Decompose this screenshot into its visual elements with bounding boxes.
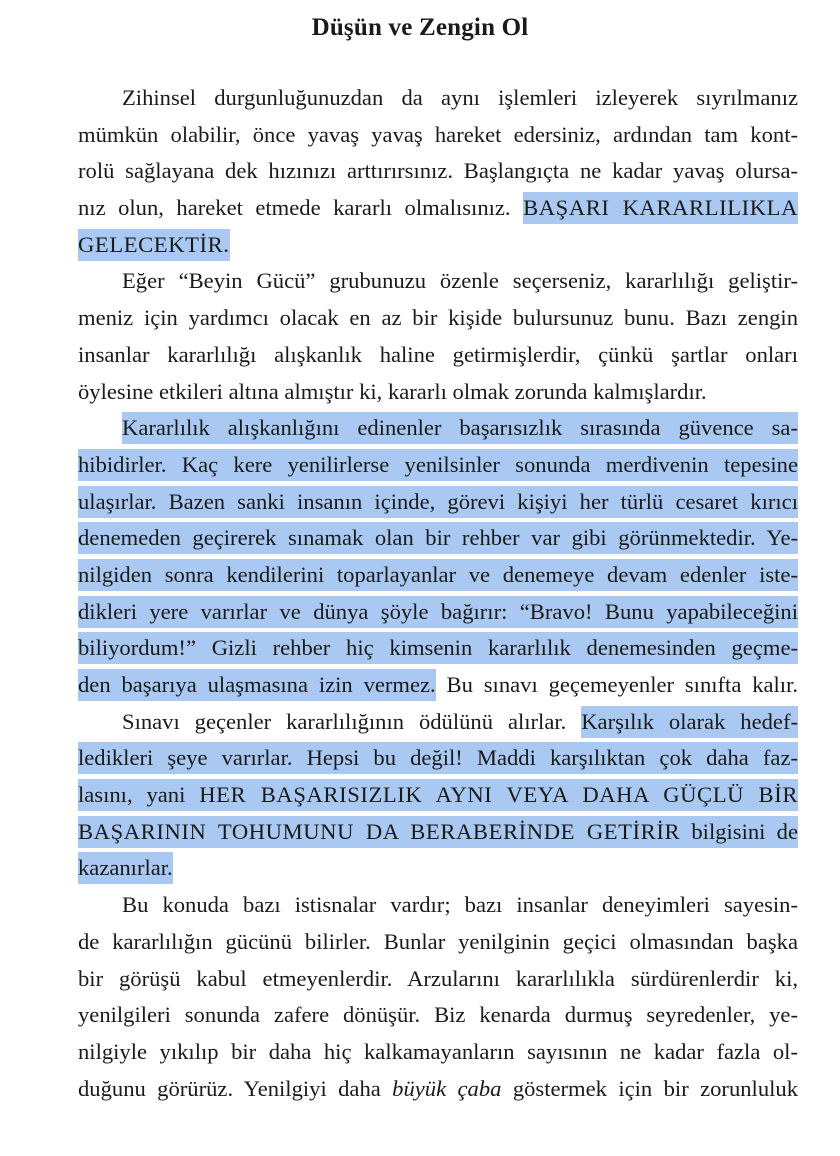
highlighted-text: Kararlılık alışkanlığını edinenler başarısızlık sırasında güvence sa- bbox=[122, 412, 798, 444]
text-segment: Bu sınavı geçemeyenler sınıfta kalır. bbox=[435, 672, 799, 697]
text-segment: insanlar kararlılığı alışkanlık haline getirmişlerdir, çünkü şartlar onları bbox=[78, 341, 798, 367]
text-line bbox=[78, 667, 798, 704]
highlighted-text: Karşılık olarak hedef- bbox=[581, 706, 798, 738]
text-segment: nız olun, hareket etmede kararlı olmalısınız. bbox=[78, 195, 524, 221]
highlighted-text: nilgiden sonra kendilerini toparlayanlar ve denemeye devam edenler iste- bbox=[78, 559, 798, 591]
highlighted-text: ulaşırlar. Bazen sanki insanın içinde, görevi kişiyi her türlü cesaret kırıcı bbox=[78, 486, 798, 518]
highlighted-text: BAŞARI KARARLILIKLA bbox=[523, 192, 798, 224]
text-line bbox=[78, 263, 798, 300]
highlighted-text: biliyordum!” Gizli rehber hiç kimsenin kararlılık denemesinden geçme- bbox=[78, 632, 798, 664]
highlighted-text: BAŞARININ TOHUMUNU DA BERABERİNDE GETİRİR bbox=[78, 816, 680, 848]
text-line bbox=[78, 1034, 798, 1071]
text-line bbox=[78, 447, 798, 484]
text-line bbox=[78, 740, 798, 777]
text-segment: rolü sağlayana dek hızınızı arttırırsınız. Başlangıçta ne kadar yavaş olursa- bbox=[78, 158, 798, 184]
text-segment: duğunu görürüz. Yenilgiyi daha bbox=[78, 1075, 393, 1101]
highlighted-text: ledikleri şeye varırlar. Hepsi bu değil! Maddi karşılıktan çok daha faz- bbox=[78, 742, 798, 774]
text-segment: Sınavı geçenler kararlılığının ödülünü alırlar. bbox=[122, 708, 582, 734]
text-line bbox=[78, 704, 798, 741]
text-line bbox=[78, 630, 798, 667]
italic-text: büyük çaba bbox=[392, 1075, 502, 1101]
text-segment: göstermek için bir zorunluluk bbox=[501, 1075, 798, 1101]
text-line bbox=[78, 961, 798, 998]
highlighted-text: kazanırlar. bbox=[78, 852, 173, 884]
text-segment: öylesine etkileri altına almıştır ki, kararlı olmak zorunda kalmışlardır. bbox=[78, 378, 707, 404]
text-line bbox=[78, 520, 798, 557]
text-line bbox=[78, 300, 798, 337]
book-text-body bbox=[78, 80, 798, 1107]
text-line bbox=[78, 924, 798, 961]
highlighted-text: dikleri yere varırlar ve dünya şöyle bağırır: “Bravo! Bunu yapabileceğini bbox=[78, 596, 798, 628]
text-segment: mümkün olabilir, önce yavaş yavaş hareket edersiniz, ardından tam kont- bbox=[78, 121, 798, 147]
text-segment: bir görüşü kabul etmeyenlerdir. Arzularını kararlılıkla sürdürenlerdir ki, bbox=[78, 965, 798, 991]
text-line bbox=[78, 850, 798, 887]
text-line bbox=[78, 997, 798, 1034]
text-segment: Bu konuda bazı istisnalar vardır; bazı insanlar deneyimleri sayesin- bbox=[122, 892, 798, 918]
text-segment: yenilgileri sonunda zafere dönüşür. Biz kenarda durmuş seyredenler, ye- bbox=[78, 1002, 798, 1028]
highlighted-text: hibidirler. Kaç kere yenilirlerse yenilsinler sonunda merdivenin tepesine bbox=[78, 449, 798, 481]
text-line bbox=[78, 80, 798, 117]
text-line bbox=[78, 227, 798, 264]
text-line bbox=[78, 337, 798, 374]
text-line bbox=[78, 117, 798, 154]
highlighted-text: lasını, yani bbox=[78, 779, 199, 811]
text-line bbox=[78, 190, 798, 227]
text-line bbox=[78, 887, 798, 924]
text-segment: de kararlılığın gücünü bilirler. Bunlar yenilginin geçici olmasından başka bbox=[78, 928, 798, 954]
page-title: Düşün ve Zengin Ol bbox=[311, 14, 529, 41]
highlighted-text: bilgisini de bbox=[680, 816, 798, 848]
text-line bbox=[78, 374, 798, 411]
text-line bbox=[78, 777, 798, 814]
text-segment: meniz için yardımcı olacak en az bir kişide bulursunuz bunu. Bazı zengin bbox=[78, 305, 798, 331]
text-line bbox=[78, 484, 798, 521]
text-line bbox=[78, 1071, 798, 1108]
text-line bbox=[78, 410, 798, 447]
text-line bbox=[78, 153, 798, 190]
text-segment: Eğer “Beyin Gücü” grubunuzu özenle seçerseniz, kararlılığı geliştir- bbox=[122, 268, 798, 294]
text-segment: nilgiyle yıkılıp bir daha hiç kalkamayanların sayısının ne kadar fazla ol- bbox=[78, 1038, 798, 1064]
highlighted-text: denemeden geçirerek sınamak olan bir rehber var gibi görünmektedir. Ye- bbox=[78, 522, 798, 554]
highlighted-text: HER BAŞARISIZLIK AYNI VEYA DAHA GÜÇLÜ BİR bbox=[199, 779, 798, 811]
highlighted-text: den başarıya ulaşmasına izin vermez. bbox=[78, 669, 436, 701]
text-line bbox=[78, 814, 798, 851]
text-segment: Zihinsel durgunluğunuzdan da aynı işlemleri izleyerek sıyrılmanız bbox=[122, 85, 798, 110]
highlighted-text: GELECEKTİR. bbox=[78, 229, 230, 261]
text-line bbox=[78, 557, 798, 594]
text-line bbox=[78, 594, 798, 631]
